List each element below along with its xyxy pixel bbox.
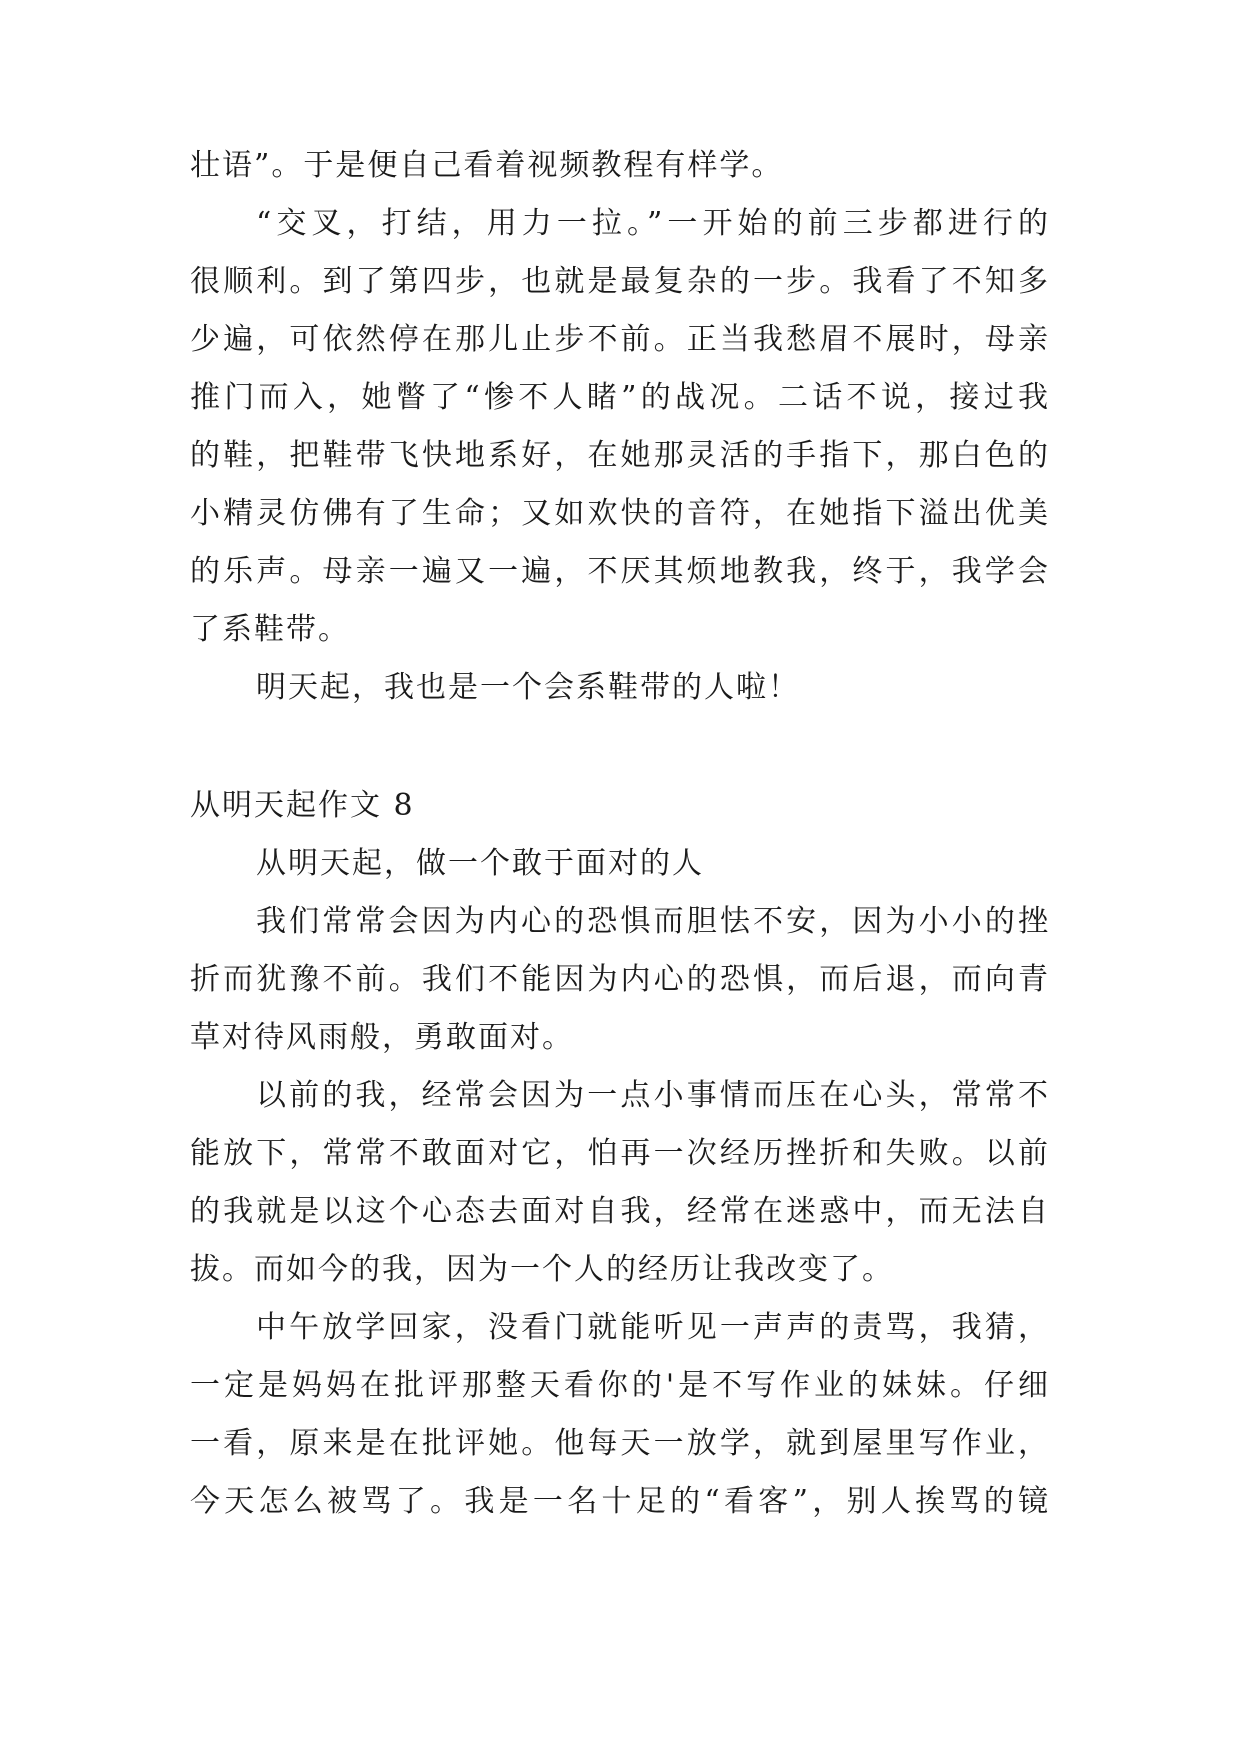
text-line: 折而犹豫不前。我们不能因为内心的恐惧，而后退，而向青 — [190, 962, 1050, 997]
text-line: 一看，原来是在批评她。他每天一放学，就到屋里写作业， — [190, 1426, 1050, 1461]
essay-title: 从明天起，做一个敢于面对的人 — [256, 846, 704, 881]
text-line: 的我就是以这个心态去面对自我，经常在迷惑中，而无法自 — [190, 1194, 1050, 1229]
text-line: 小精灵仿佛有了生命；又如欢快的音符，在她指下溢出优美 — [190, 496, 1050, 531]
text-line: 推门而入，她瞥了“惨不人睹”的战况。二话不说，接过我 — [190, 380, 1050, 415]
text-line: 的鞋，把鞋带飞快地系好，在她那灵活的手指下，那白色的 — [190, 438, 1050, 473]
text-line: 了系鞋带。 — [190, 612, 350, 647]
text-line: 很顺利。到了第四步，也就是最复杂的一步。我看了不知多 — [190, 264, 1050, 299]
text-line: 能放下，常常不敢面对它，怕再一次经历挫折和失败。以前 — [190, 1136, 1050, 1171]
text-line: 今天怎么被骂了。我是一名十足的“看客”，别人挨骂的镜 — [190, 1484, 1050, 1519]
section-heading: 从明天起作文 8 — [190, 788, 415, 823]
text-line: 中午放学回家，没看门就能听见一声声的责骂，我猜， — [256, 1310, 1050, 1345]
text-line: 拔。而如今的我，因为一个人的经历让我改变了。 — [190, 1252, 894, 1287]
text-line: “交叉，打结，用力一拉。”一开始的前三步都进行的 — [256, 206, 1050, 241]
text-line: 明天起，我也是一个会系鞋带的人啦！ — [256, 670, 800, 705]
text-line: 一定是妈妈在批评那整天看你的'是不写作业的妹妹。仔细 — [190, 1368, 1050, 1403]
text-line: 我们常常会因为内心的恐惧而胆怯不安，因为小小的挫 — [256, 904, 1050, 939]
text-line: 草对待风雨般，勇敢面对。 — [190, 1020, 574, 1055]
text-line: 以前的我，经常会因为一点小事情而压在心头，常常不 — [256, 1078, 1050, 1113]
text-line: 少遍，可依然停在那儿止步不前。正当我愁眉不展时，母亲 — [190, 322, 1050, 357]
text-line: 的乐声。母亲一遍又一遍，不厌其烦地教我，终于，我学会 — [190, 554, 1050, 589]
text-line: 壮语”。于是便自己看着视频教程有样学。 — [190, 148, 784, 183]
